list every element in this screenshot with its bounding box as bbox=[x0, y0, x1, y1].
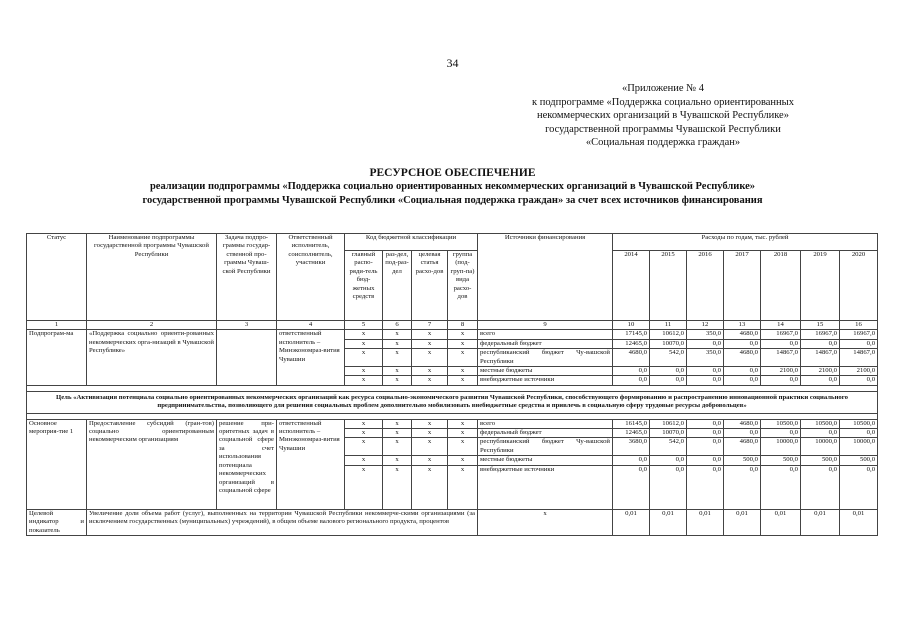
subprogram-block bbox=[27, 330, 878, 385]
value-cell: 0,0 bbox=[613, 367, 650, 376]
value-cell: 10000,0 bbox=[840, 438, 878, 456]
value-cell: 350,0 bbox=[687, 349, 724, 367]
indicator-value: 0,01 bbox=[840, 509, 878, 535]
header-sources: Источники финансирования bbox=[478, 234, 613, 321]
column-number: 14 bbox=[761, 321, 801, 330]
header-year: 2020 bbox=[840, 251, 878, 321]
value-cell: 0,0 bbox=[840, 429, 878, 438]
indicator-value: 0,01 bbox=[650, 509, 687, 535]
value-cell: 10500,0 bbox=[761, 419, 801, 428]
value-cell: 0,0 bbox=[687, 456, 724, 465]
code-cell: x bbox=[383, 367, 412, 376]
value-cell: 12465,0 bbox=[613, 339, 650, 348]
source-cell: внебюджетные источники bbox=[478, 376, 613, 385]
appendix-line: государственной программы Чувашской Республики bbox=[545, 123, 781, 135]
code-cell: x bbox=[345, 465, 383, 509]
header-budget-code: Код бюджетной классификации bbox=[345, 234, 478, 251]
source-cell: местные бюджеты bbox=[478, 456, 613, 465]
appendix-line: «Приложение № 4 bbox=[621, 83, 705, 94]
code-cell: x bbox=[412, 438, 448, 456]
column-number: 8 bbox=[448, 321, 478, 330]
header-year: 2017 bbox=[724, 251, 761, 321]
value-cell: 10070,0 bbox=[650, 339, 687, 348]
title-line-1: РЕСУРСНОЕ ОБЕСПЕЧЕНИЕ bbox=[369, 167, 536, 179]
code-cell: x bbox=[345, 438, 383, 456]
goal-block bbox=[27, 385, 878, 419]
header-year: 2014 bbox=[613, 251, 650, 321]
title-line-2: реализации подпрограммы «Поддержка социально ориентированных некоммерческих организаций в Чувашской Республике» bbox=[149, 181, 756, 192]
indicator-value: 0,01 bbox=[724, 509, 761, 535]
value-cell: 0,0 bbox=[687, 429, 724, 438]
source-cell: федеральный бюджет bbox=[478, 429, 613, 438]
code-cell: x bbox=[412, 465, 448, 509]
value-cell: 0,0 bbox=[840, 465, 878, 509]
value-cell: 4680,0 bbox=[613, 349, 650, 367]
code-cell: x bbox=[345, 456, 383, 465]
appendix-line: к подпрограмме «Поддержка социально ориентированных bbox=[532, 96, 794, 108]
value-cell: 350,0 bbox=[687, 330, 724, 339]
code-cell: x bbox=[383, 376, 412, 385]
value-cell: 2100,0 bbox=[761, 367, 801, 376]
value-cell: 0,0 bbox=[724, 376, 761, 385]
title-line-3: государственной программы Чувашской Республики «Социальная поддержка граждан» за счет всех источников финансирования bbox=[142, 195, 763, 206]
column-number: 6 bbox=[383, 321, 412, 330]
activity-block bbox=[27, 419, 878, 509]
code-cell: x bbox=[448, 429, 478, 438]
activity-executor: ответственный исполнитель – Минэкономраз-вития Чувашии bbox=[277, 419, 345, 509]
value-cell: 0,0 bbox=[687, 465, 724, 509]
header-code-main: главный распо-ряди-тель бюд-жетных средств bbox=[345, 251, 383, 321]
code-cell: x bbox=[448, 456, 478, 465]
code-cell: x bbox=[345, 376, 383, 385]
code-cell: x bbox=[412, 367, 448, 376]
header-year: 2015 bbox=[650, 251, 687, 321]
value-cell: 16967,0 bbox=[840, 330, 878, 339]
source-cell: всего bbox=[478, 419, 613, 428]
value-cell: 0,0 bbox=[801, 465, 840, 509]
value-cell: 2100,0 bbox=[801, 367, 840, 376]
value-cell: 0,0 bbox=[650, 456, 687, 465]
code-cell: x bbox=[383, 419, 412, 428]
column-number: 15 bbox=[801, 321, 840, 330]
code-cell: x bbox=[383, 438, 412, 456]
code-cell: x bbox=[412, 419, 448, 428]
code-cell: x bbox=[383, 465, 412, 509]
code-cell: x bbox=[412, 339, 448, 348]
code-cell: x bbox=[448, 376, 478, 385]
header-code-group: группа (под-груп-па) вида расхо-дов bbox=[448, 251, 478, 321]
code-cell: x bbox=[345, 339, 383, 348]
column-number: 9 bbox=[478, 321, 613, 330]
value-cell: 542,0 bbox=[650, 438, 687, 456]
code-cell: x bbox=[345, 330, 383, 339]
value-cell: 0,0 bbox=[613, 456, 650, 465]
header-code-target: целевая статья расхо-дов bbox=[412, 251, 448, 321]
column-number: 12 bbox=[687, 321, 724, 330]
indicator-block bbox=[27, 509, 878, 535]
source-cell: республиканский бюджет Чу-вашской Республики bbox=[478, 349, 613, 367]
value-cell: 0,0 bbox=[650, 376, 687, 385]
column-number: 5 bbox=[345, 321, 383, 330]
code-cell: x bbox=[412, 376, 448, 385]
code-cell: x bbox=[412, 330, 448, 339]
header-year: 2018 bbox=[761, 251, 801, 321]
value-cell: 4680,0 bbox=[724, 349, 761, 367]
value-cell: 0,0 bbox=[801, 429, 840, 438]
column-number: 4 bbox=[277, 321, 345, 330]
value-cell: 500,0 bbox=[801, 456, 840, 465]
document-title bbox=[30, 166, 875, 208]
value-cell: 0,0 bbox=[840, 376, 878, 385]
goal-text: Цель «Активизация потенциала социально ориентированных некоммерческих организаций как ресурса социально-экономического развития Чувашской Республики, способствующего формированию и распространению инновационной практики социального предпринимательства, позволяющего для решения социальных проблем дополнительно мобилизовать внебюджетные средства и привлечь в социальную сферу трудовые ресурсы добровольцев» bbox=[27, 391, 878, 413]
code-cell: x bbox=[412, 349, 448, 367]
value-cell: 4680,0 bbox=[724, 330, 761, 339]
value-cell: 14867,0 bbox=[801, 349, 840, 367]
header-year: 2019 bbox=[801, 251, 840, 321]
value-cell: 10500,0 bbox=[840, 419, 878, 428]
code-cell: x bbox=[448, 349, 478, 367]
column-number: 13 bbox=[724, 321, 761, 330]
value-cell: 0,0 bbox=[687, 438, 724, 456]
value-cell: 3680,0 bbox=[613, 438, 650, 456]
value-cell: 10000,0 bbox=[761, 438, 801, 456]
value-cell: 500,0 bbox=[761, 456, 801, 465]
table-header bbox=[27, 234, 878, 330]
value-cell: 0,0 bbox=[801, 339, 840, 348]
value-cell: 14867,0 bbox=[761, 349, 801, 367]
value-cell: 0,0 bbox=[613, 465, 650, 509]
table-row bbox=[27, 330, 878, 339]
value-cell: 0,0 bbox=[650, 367, 687, 376]
header-name: Наименование подпрограммы государственной программы Чувашской Республики bbox=[87, 234, 217, 321]
value-cell: 0,0 bbox=[840, 339, 878, 348]
subprogram-status: Подпрограм-ма bbox=[27, 330, 87, 385]
column-number: 2 bbox=[87, 321, 217, 330]
column-number: 11 bbox=[650, 321, 687, 330]
code-cell: x bbox=[412, 456, 448, 465]
activity-status: Основное мероприя-тие 1 bbox=[27, 419, 87, 509]
value-cell: 0,0 bbox=[724, 339, 761, 348]
code-cell: x bbox=[448, 367, 478, 376]
value-cell: 4680,0 bbox=[724, 438, 761, 456]
activity-name: Предоставление субсидий (гран-тов) социально ориентированным некоммерческим организациям bbox=[87, 419, 217, 509]
subprogram-name: «Поддержка социально ориенти-рованных некоммерческих орга-низаций в Чувашской Республике» bbox=[87, 330, 217, 385]
header-expenses: Расходы по годам, тыс. рублей bbox=[613, 234, 878, 251]
code-cell: x bbox=[383, 429, 412, 438]
code-cell: x bbox=[448, 438, 478, 456]
indicator-value: 0,01 bbox=[801, 509, 840, 535]
value-cell: 0,0 bbox=[687, 339, 724, 348]
value-cell: 0,0 bbox=[724, 465, 761, 509]
header-status: Статус bbox=[27, 234, 87, 321]
value-cell: 500,0 bbox=[840, 456, 878, 465]
value-cell: 16145,0 bbox=[613, 419, 650, 428]
value-cell: 0,0 bbox=[687, 376, 724, 385]
table-row bbox=[27, 419, 878, 428]
value-cell: 542,0 bbox=[650, 349, 687, 367]
value-cell: 14867,0 bbox=[840, 349, 878, 367]
activity-task: решение при-оритетных задач в социальной сфере за счет использования потенциала некоммерческих организаций в социальной сфере bbox=[217, 419, 277, 509]
header-task: Задача подпро-граммы государ-ственной про-граммы Чуваш-ской Республики bbox=[217, 234, 277, 321]
code-cell: x bbox=[383, 349, 412, 367]
value-cell: 0,0 bbox=[761, 376, 801, 385]
code-cell: x bbox=[345, 349, 383, 367]
resource-table bbox=[26, 233, 878, 536]
code-cell: x bbox=[383, 339, 412, 348]
header-executor: Ответственный исполнитель, соисполнитель, участники bbox=[277, 234, 345, 321]
value-cell: 10500,0 bbox=[801, 419, 840, 428]
source-cell: федеральный бюджет bbox=[478, 339, 613, 348]
value-cell: 0,0 bbox=[761, 465, 801, 509]
indicator-value: 0,01 bbox=[687, 509, 724, 535]
value-cell: 0,0 bbox=[801, 376, 840, 385]
column-number: 10 bbox=[613, 321, 650, 330]
value-cell: 0,0 bbox=[613, 376, 650, 385]
code-cell: x bbox=[448, 465, 478, 509]
indicator-status: Целевой индикатор и показатель bbox=[27, 509, 87, 535]
column-number: 1 bbox=[27, 321, 87, 330]
header-code-section: раз-дел, под-раз-дел bbox=[383, 251, 412, 321]
code-cell: x bbox=[412, 429, 448, 438]
page-number: 34 bbox=[446, 56, 459, 70]
value-cell: 0,0 bbox=[650, 465, 687, 509]
value-cell: 0,0 bbox=[761, 429, 801, 438]
indicator-value: 0,01 bbox=[761, 509, 801, 535]
indicator-value: 0,01 bbox=[613, 509, 650, 535]
header-year: 2016 bbox=[687, 251, 724, 321]
subprogram-executor: ответственный исполнитель – Минэкономраз-вития Чувашии bbox=[277, 330, 345, 385]
value-cell: 2100,0 bbox=[840, 367, 878, 376]
indicator-code: x bbox=[478, 509, 613, 535]
source-cell: внебюджетные источники bbox=[478, 465, 613, 509]
value-cell: 4680,0 bbox=[724, 419, 761, 428]
value-cell: 16967,0 bbox=[761, 330, 801, 339]
value-cell: 500,0 bbox=[724, 456, 761, 465]
value-cell: 10070,0 bbox=[650, 429, 687, 438]
source-cell: местные бюджеты bbox=[478, 367, 613, 376]
source-cell: всего bbox=[478, 330, 613, 339]
indicator-text: Увеличение доли объема работ (услуг), выполненных на территории Чувашской Республики некоммерче-скими организациями (за исключением государственных (муниципальных) учреждений), в общем объеме валового регионального продукта, процентов bbox=[87, 509, 478, 535]
code-cell: x bbox=[383, 456, 412, 465]
appendix-heading bbox=[493, 82, 833, 150]
code-cell: x bbox=[448, 339, 478, 348]
value-cell: 12465,0 bbox=[613, 429, 650, 438]
column-number: 16 bbox=[840, 321, 878, 330]
code-cell: x bbox=[383, 330, 412, 339]
value-cell: 0,0 bbox=[724, 367, 761, 376]
code-cell: x bbox=[345, 419, 383, 428]
value-cell: 0,0 bbox=[761, 339, 801, 348]
value-cell: 16967,0 bbox=[801, 330, 840, 339]
source-cell: республиканский бюджет Чу-вашской Республики bbox=[478, 438, 613, 456]
value-cell: 10000,0 bbox=[801, 438, 840, 456]
value-cell: 0,0 bbox=[687, 367, 724, 376]
column-number-row bbox=[27, 321, 878, 330]
appendix-line: некоммерческих организаций в Чувашской Республике» bbox=[537, 110, 789, 121]
code-cell: x bbox=[448, 419, 478, 428]
value-cell: 0,0 bbox=[687, 419, 724, 428]
value-cell: 17145,0 bbox=[613, 330, 650, 339]
value-cell: 10612,0 bbox=[650, 330, 687, 339]
code-cell: x bbox=[448, 330, 478, 339]
value-cell: 0,0 bbox=[724, 429, 761, 438]
value-cell: 10612,0 bbox=[650, 419, 687, 428]
subprogram-task bbox=[217, 330, 277, 385]
column-number: 3 bbox=[217, 321, 277, 330]
column-number: 7 bbox=[412, 321, 448, 330]
code-cell: x bbox=[345, 429, 383, 438]
code-cell: x bbox=[345, 367, 383, 376]
table-row bbox=[27, 509, 878, 535]
appendix-line: «Социальная поддержка граждан» bbox=[585, 137, 741, 148]
